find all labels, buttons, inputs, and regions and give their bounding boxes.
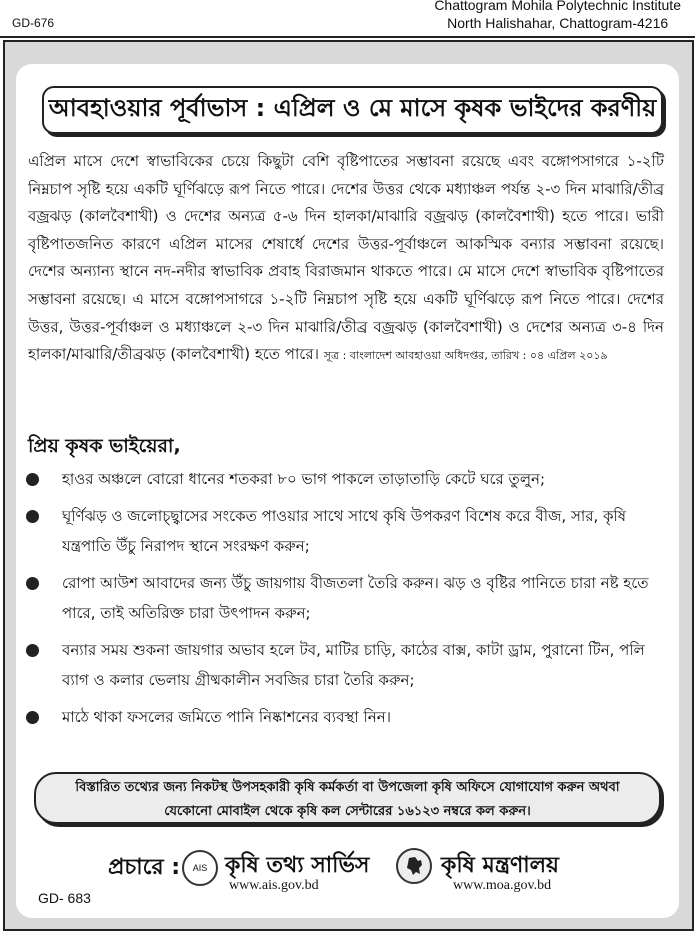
moa-name: কৃষি মন্ত্রণালয় [441,853,560,878]
moa-url[interactable]: www.moa.gov.bd [453,878,552,893]
list-item [20,464,664,494]
list-item [20,568,664,628]
callout-line-1: বিস্তারিত তথ্যের জন্য নিকটস্থ উপসহকারী কৃষি কর্মকর্তা বা উপজেলা কৃষি অফিসে যোগাযোগ করুন অথবা [75,780,620,795]
header-code: GD-676 [12,16,55,30]
bangladesh-map-icon [403,855,425,877]
notice-title: আবহাওয়ার পূর্বাভাস : এপ্রিল ও মে মাসে কৃষক ভাইদের করণীয় [48,94,657,122]
bullet-dot-icon [26,644,39,657]
institute-block [434,0,681,32]
list-item-text: মাঠে থাকা ফসলের জমিতে পানি নিষ্কাশনের ব্যবস্থা নিন। [62,708,392,726]
ais-name: কৃষি তথ্য সার্ভিস [225,853,370,878]
ais-url[interactable]: www.ais.gov.bd [229,878,319,893]
list-item-text: রোপা আউশ আবাদের জন্য উঁচু জায়গায় বীজতলা তৈরি করুন। ঝড় ও বৃষ্টির পানিতে চারা নষ্ট হতে পারে, তাই অতিরিক্ত চারা উৎপাদন করুন; [62,574,649,622]
institute-name: Chattogram Mohila Polytechnic Institute [434,0,681,13]
publicity-label: প্রচারে : [108,855,181,880]
bullet-dot-icon [26,510,39,523]
institute-address: North Halishahar, Chattogram-4216 [447,15,669,31]
list-item [20,501,664,561]
top-header [0,0,695,38]
bullet-dot-icon [26,577,39,590]
ais-logo-icon [182,850,218,886]
footer-code: GD- 683 [38,890,91,906]
forecast-body: এপ্রিল মাসে দেশে স্বাভাবিকের চেয়ে কিছুটা বেশি বৃষ্টিপাতের সম্ভাবনা রয়েছে এবং বঙ্গোপসাগরে ১-২টি নিম্নচাপ সৃষ্টি হয়ে একটি ঘূর্ণিঝড়ে রূপ নিতে পারে। দেশের উত্তর থেকে মধ্যাঞ্চল পর্যন্ত ২-৩ দিন মাঝারি/তীব্র বজ্রঝড় (কালবৈশাখী) ও দেশের অন্যত্র ৫-৬ দিন হালকা/মাঝারি বজ্রঝড় (কালবৈশাখী) হতে পারে। ভারী বৃষ্টিপাতজনিত কারণে এপ্রিল মাসের শেষার্ধে দেশের উত্তর-পূর্বাঞ্চলে আকস্মিক বন্যার সম্ভাবনা রয়েছে। দেশের অন্যান্য স্থানে নদ-নদীর স্বাভাবিক প্রবাহ বিরাজমান থাকতে পারে। মে মাসে দেশে স্বাভাবিক বৃষ্টিপাতের সম্ভাবনা রয়েছে। এ মাসে বঙ্গোপসাগরে ১-২টি নিম্নচাপ সৃষ্টি হয়ে একটি ঘূর্ণিঝড়ে রূপ নিতে পারে। দেশের উত্তর, উত্তর-পূর্বাঞ্চল ও মধ্যাঞ্চলে ২-৩ দিন মাঝারি/তীব্র বজ্রঝড় (কালবৈশাখী) ও দেশের অন্যত্র ৩-৪ দিন হালকা/মাঝারি/তীব্রঝড় (কালবৈশাখী) হতে পারে। [28,152,664,364]
callout-line-2: যেকোনো মোবাইল থেকে কৃষি কল সেন্টারের ১৬১২৩ নম্বরে কল করুন। [164,804,531,819]
list-item [20,702,664,732]
list-item-text: হাওর অঞ্চলে বোরো ধানের শতকরা ৮০ ভাগ পাকলে তাড়াতাড়ি কেটে ঘরে তুলুন; [62,470,546,488]
list-item-text: বন্যার সময় শুকনা জায়গার অভাব হলে টব, মাটির চাড়ি, কাঠের বাক্স, কাটা ড্রাম, পুরানো টিন, পলি ব্যাগ ও কলার ভেলায় গ্রীষ্মকালীন সবজির চারা তৈরি করুন; [62,641,645,689]
contact-callout [34,772,661,824]
greeting: প্রিয় কৃষক ভাইয়েরা, [28,435,181,457]
forecast-source: সূত্র : বাংলাদেশ আবহাওয়া অধিদপ্তর, তারিখ : ০৪ এপ্রিল ২০১৯ [323,349,608,363]
list-item [20,635,664,695]
moa-logo-icon [396,848,432,884]
notice-title-box [42,86,663,134]
list-item-text: ঘূর্ণিঝড় ও জলোচ্ছ্বাসের সংকেত পাওয়ার সাথে সাথে কৃষি উপকরণ বিশেষ করে বীজ, সার, কৃষি যন্ত্রপাতি উঁচু নিরাপদ স্থানে সংরক্ষণ করুন; [62,507,627,555]
bullet-dot-icon [26,711,39,724]
advice-list [20,464,664,739]
bullet-dot-icon [26,473,39,486]
forecast-paragraph [28,148,664,370]
ais-logo-text: AIS [192,863,208,873]
